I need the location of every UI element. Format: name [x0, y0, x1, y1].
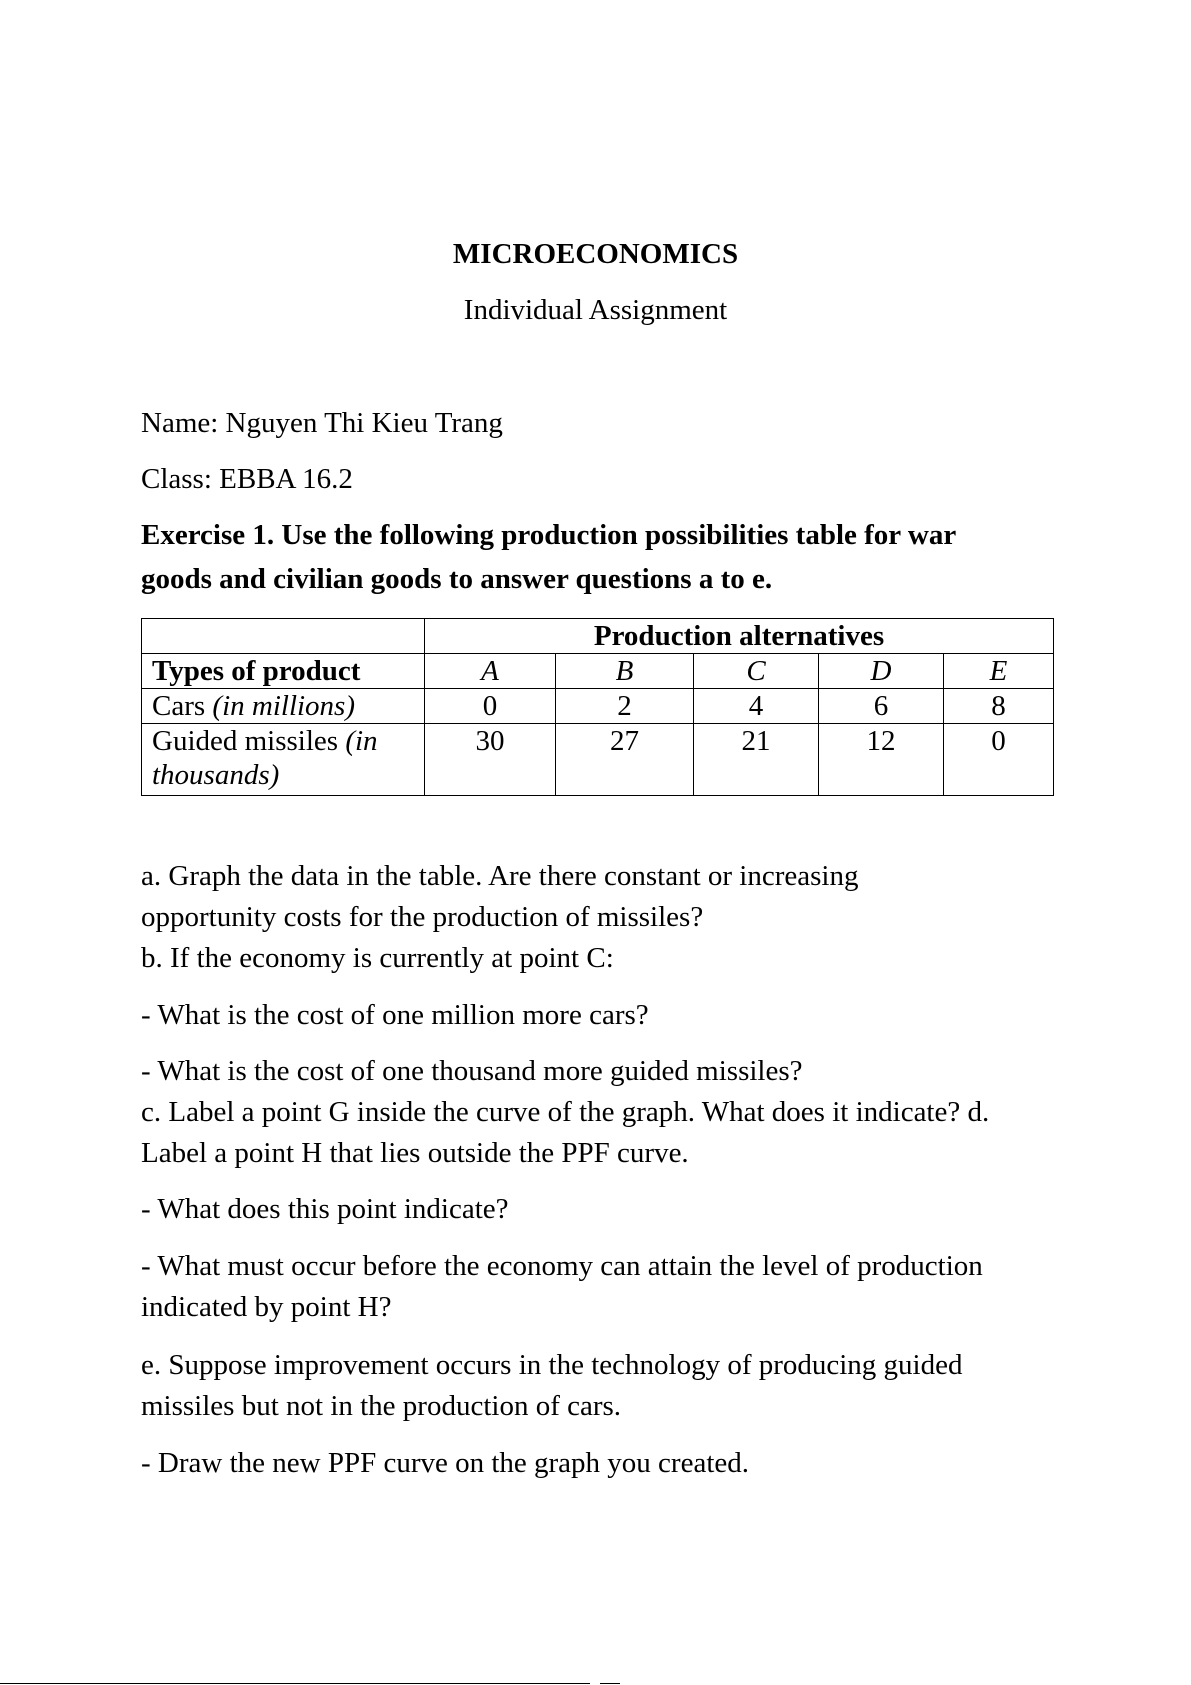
table-row: [142, 724, 1054, 796]
student-class: Class: EBBA 16.2: [141, 463, 353, 495]
student-name: Name: Nguyen Thi Kieu Trang: [141, 407, 503, 439]
table-cell: 4: [694, 689, 819, 724]
table-cell: 21: [694, 724, 819, 796]
table-row-label: [142, 689, 425, 724]
exercise-heading-line2: goods and civilian goods to answer questions a to e.: [141, 563, 773, 595]
table-first-col-header: Types of product: [142, 654, 425, 689]
footer-rule: [0, 1683, 590, 1684]
table-header-row: [142, 619, 1054, 654]
row-label-unit: (in: [345, 725, 378, 757]
table-col-header: D: [819, 654, 944, 689]
table-row-label: [142, 724, 425, 796]
production-possibilities-table: [141, 618, 1054, 796]
page-subtitle: Individual Assignment: [463, 294, 728, 326]
table-cell: 8: [944, 689, 1054, 724]
table-cell: 12: [819, 724, 944, 796]
question-c-line1: c. Label a point G inside the curve of the graph. What does it indicate? d.: [141, 1096, 990, 1128]
question-a-line1: a. Graph the data in the table. Are there constant or increasing: [141, 860, 859, 892]
exercise-heading-line1: Exercise 1. Use the following production possibilities table for war: [141, 519, 957, 551]
table-cell: 6: [819, 689, 944, 724]
question-d-sub1: - What does this point indicate?: [141, 1193, 509, 1225]
table-row: [142, 689, 1054, 724]
question-d-sub2-line2: indicated by point H?: [141, 1291, 392, 1323]
table-corner-cell: [142, 619, 425, 654]
question-b-sub2: - What is the cost of one thousand more guided missiles?: [141, 1055, 803, 1087]
question-c-line2: Label a point H that lies outside the PPF curve.: [141, 1137, 689, 1169]
table-cell: 2: [556, 689, 694, 724]
table-cell: 0: [425, 689, 556, 724]
table-group-header: Production alternatives: [425, 619, 1054, 654]
question-d-sub2-line1: - What must occur before the economy can attain the level of production: [141, 1250, 983, 1282]
row-label-unit: (in millions): [212, 690, 356, 722]
question-e-sub1: - Draw the new PPF curve on the graph you created.: [141, 1447, 750, 1479]
row-label-text: Guided missiles: [152, 725, 346, 757]
page-title: MICROECONOMICS: [452, 238, 739, 270]
table-col-header: A: [425, 654, 556, 689]
table-cell: 30: [425, 724, 556, 796]
question-e-line1: e. Suppose improvement occurs in the technology of producing guided: [141, 1349, 963, 1381]
footer-mark: [600, 1683, 620, 1684]
table-col-header: B: [556, 654, 694, 689]
table-cell: 27: [556, 724, 694, 796]
table-cell: 0: [944, 724, 1054, 796]
table-col-header: E: [944, 654, 1054, 689]
question-a-line2: opportunity costs for the production of missiles?: [141, 901, 704, 933]
row-label-unit-cont: thousands): [152, 759, 280, 791]
question-b-line: b. If the economy is currently at point C:: [141, 942, 614, 974]
row-label-text: Cars: [152, 690, 213, 722]
table-row: [142, 654, 1054, 689]
question-e-line2: missiles but not in the production of cars.: [141, 1390, 622, 1422]
question-b-sub1: - What is the cost of one million more cars?: [141, 999, 649, 1031]
table-col-header: C: [694, 654, 819, 689]
